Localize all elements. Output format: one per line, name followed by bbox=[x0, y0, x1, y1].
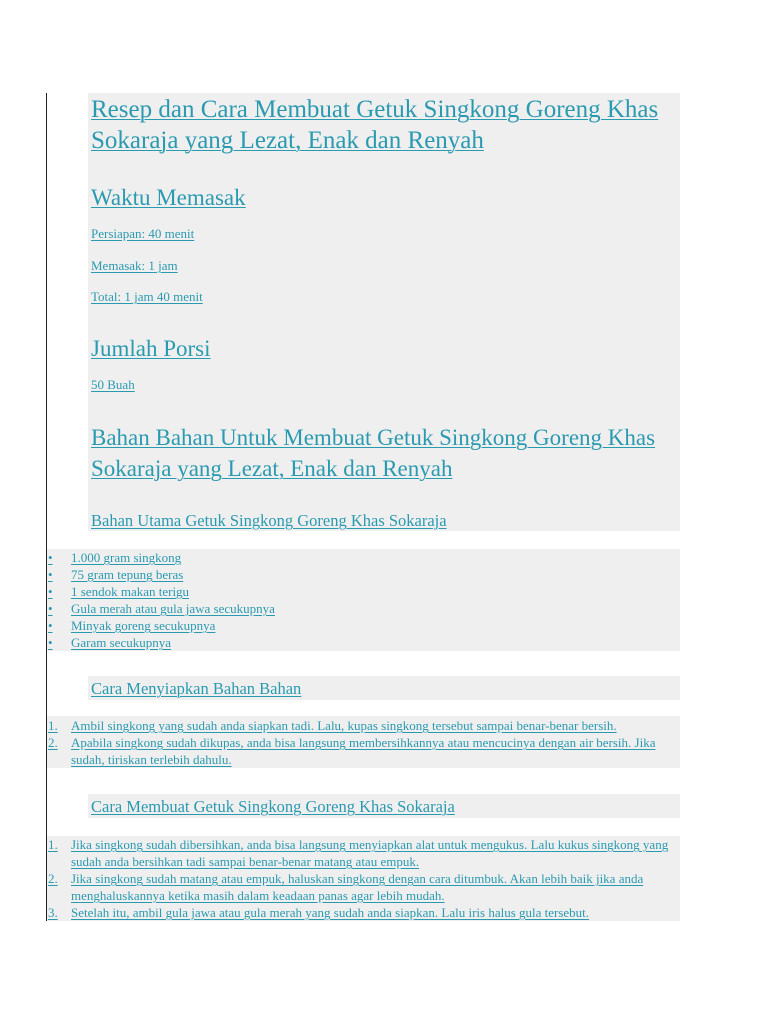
method-heading-link[interactable]: Cara Membuat Getuk Singkong Goreng Khas Sokaraja bbox=[91, 797, 455, 816]
list-item[interactable] bbox=[48, 566, 680, 583]
servings-heading[interactable] bbox=[91, 335, 210, 363]
step-number: 1. bbox=[48, 837, 58, 852]
bullet-icon: • bbox=[48, 550, 53, 565]
cooking-time-heading-link[interactable]: Waktu Memasak bbox=[91, 185, 246, 210]
bullet-icon: • bbox=[48, 601, 53, 616]
list-item[interactable] bbox=[48, 583, 680, 600]
list-item[interactable] bbox=[48, 549, 680, 566]
ingredients-heading[interactable] bbox=[91, 422, 661, 484]
list-item[interactable] bbox=[48, 600, 680, 617]
step-text[interactable]: Setelah itu, ambil gula jawa atau gula merah yang sudah anda siapkan. Lalu iris halus gula tersebut. bbox=[71, 905, 590, 920]
total-time[interactable] bbox=[91, 289, 203, 305]
prep-heading-link[interactable]: Cara Menyiapkan Bahan Bahan bbox=[91, 679, 302, 698]
ingredient-text[interactable]: Gula merah atau gula jawa secukupnya bbox=[71, 601, 275, 616]
ingredient-text[interactable]: 75 gram tepung beras bbox=[71, 567, 184, 582]
cook-time[interactable] bbox=[91, 258, 178, 274]
step-number: 1. bbox=[48, 718, 58, 733]
step-number: 3. bbox=[48, 905, 58, 920]
cooking-time-heading[interactable] bbox=[91, 184, 246, 212]
prep-heading[interactable] bbox=[91, 679, 301, 699]
step-text[interactable]: Ambil singkong yang sudah anda siapkan tadi. Lalu, kupas singkong tersebut sampai benar-benar bersih. bbox=[71, 718, 617, 733]
total-time-link[interactable]: Total: 1 jam 40 menit bbox=[91, 289, 203, 304]
ingredients-heading-link[interactable]: Bahan Bahan Untuk Membuat Getuk Singkong Goreng Khas Sokaraja yang Lezat, Enak dan Renyah bbox=[91, 425, 656, 481]
step-text[interactable]: Jika singkong sudah matang atau empuk, haluskan singkong dengan cara ditumbuk. Akan lebih baik jika anda menghaluskannya ketika masih dalam keadaan panas agar lebih mudah. bbox=[71, 871, 644, 903]
page-title-link[interactable]: Resep dan Cara Membuat Getuk Singkong Goreng Khas Sokaraja yang Lezat, Enak dan Renyah bbox=[91, 96, 659, 154]
bullet-icon: • bbox=[48, 635, 53, 650]
servings-heading-link[interactable]: Jumlah Porsi bbox=[91, 336, 211, 361]
left-margin-rule bbox=[46, 93, 47, 921]
step-number: 2. bbox=[48, 735, 58, 750]
list-item[interactable] bbox=[48, 617, 680, 634]
bullet-icon: • bbox=[48, 584, 53, 599]
list-item[interactable] bbox=[48, 904, 680, 921]
cook-time-link[interactable]: Memasak: 1 jam bbox=[91, 258, 178, 273]
ingredients-list bbox=[48, 549, 680, 651]
list-item[interactable] bbox=[48, 717, 680, 734]
step-text[interactable]: Apabila singkong sudah dikupas, anda bisa langsung membersihkannya atau mencucinya dengan air bersih. Jika sudah, tiriskan terlebih dahulu. bbox=[71, 735, 656, 767]
list-item[interactable] bbox=[48, 836, 680, 870]
bullet-icon: • bbox=[48, 567, 53, 582]
ingredient-text[interactable]: Garam secukupnya bbox=[71, 635, 171, 650]
list-item[interactable] bbox=[48, 734, 680, 768]
servings-value-link[interactable]: 50 Buah bbox=[91, 377, 135, 392]
main-ingredients-heading-link[interactable]: Bahan Utama Getuk Singkong Goreng Khas Sokaraja bbox=[91, 511, 447, 530]
list-item[interactable] bbox=[48, 634, 680, 651]
bullet-icon: • bbox=[48, 618, 53, 633]
page-title[interactable] bbox=[91, 94, 671, 156]
method-steps-list bbox=[48, 836, 680, 921]
ingredient-text[interactable]: Minyak goreng secukupnya bbox=[71, 618, 216, 633]
main-ingredients-heading[interactable] bbox=[91, 511, 447, 531]
prep-time[interactable] bbox=[91, 226, 194, 242]
method-heading[interactable] bbox=[91, 797, 455, 817]
step-number: 2. bbox=[48, 871, 58, 886]
ingredient-text[interactable]: 1 sendok makan terigu bbox=[71, 584, 190, 599]
servings-value[interactable] bbox=[91, 377, 135, 393]
prep-steps-list bbox=[48, 717, 680, 768]
step-text[interactable]: Jika singkong sudah dibersihkan, anda bisa langsung menyiapkan alat untuk mengukus. Lalu kukus singkong yang sudah anda bersihkan tadi sampai benar-benar matang atau empuk. bbox=[71, 837, 669, 869]
list-item[interactable] bbox=[48, 870, 680, 904]
prep-time-link[interactable]: Persiapan: 40 menit bbox=[91, 226, 195, 241]
ingredient-text[interactable]: 1.000 gram singkong bbox=[71, 550, 182, 565]
